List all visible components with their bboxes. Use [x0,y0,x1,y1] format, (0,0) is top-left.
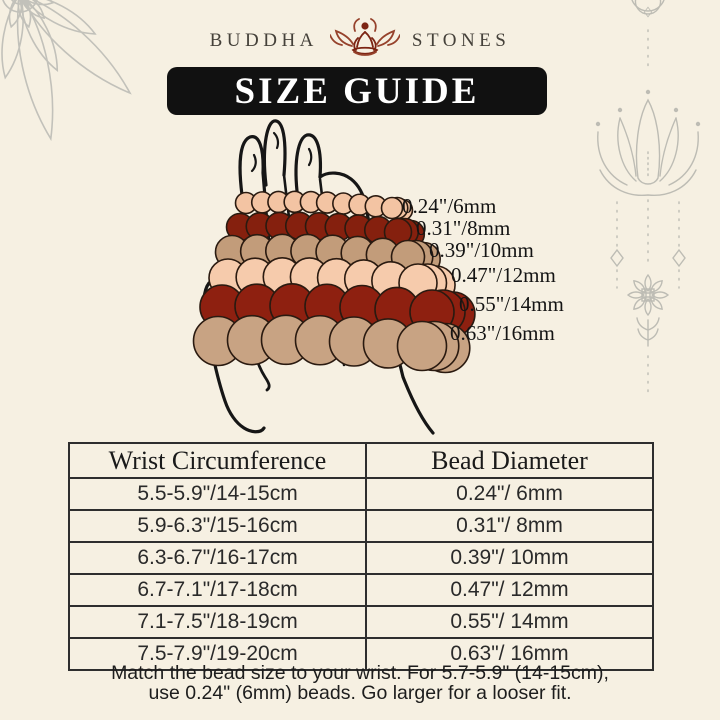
bead-cell: 0.63"/ 16mm [366,638,653,670]
bead-size-label: 0.47"/12mm [451,263,556,287]
wrist-cell: 7.1-7.5"/18-19cm [69,606,366,638]
bead-size-label: 0.55"/14mm [459,292,564,316]
banner-title: SIZE GUIDE [234,70,480,112]
brand-word-left: BUDDHA [209,30,318,51]
bead-cell: 0.47"/ 12mm [366,574,653,606]
bead-size-label: 0.31"/8mm [416,216,511,240]
bead-size-label: 0.24"/6mm [402,194,497,218]
fit-note-line1: Match the bead size to your wrist. For 5.7-5.9" (14-15cm), [111,662,609,684]
bead-cell: 0.31"/ 8mm [366,510,653,542]
size-guide-banner [167,67,547,115]
bead-cell: 0.55"/ 14mm [366,606,653,638]
table-row [69,606,653,638]
bead-size-label: 0.63"/16mm [450,321,555,345]
size-table [68,442,654,671]
table-row [69,478,653,510]
column-header-bead: Bead Diameter [366,443,653,478]
table-row [69,574,653,606]
hand-with-bracelets-illustration [170,115,480,455]
bead-size-label: 0.39"/10mm [429,238,534,262]
wrist-cell: 7.5-7.9"/19-20cm [69,638,366,670]
brand-header [0,16,720,66]
bead-cell: 0.24"/ 6mm [366,478,653,510]
bracelet-row-16mm [194,315,470,372]
table-row [69,542,653,574]
bead-cell: 0.39"/ 10mm [366,542,653,574]
wrist-cell: 5.9-6.3"/15-16cm [69,510,366,542]
fit-note-line2: use 0.24" (6mm) beads. Go larger for a looser fit. [148,682,572,704]
column-header-wrist: Wrist Circumference [69,443,366,478]
lotus-meditation-icon [330,18,400,64]
table-header-row [69,443,653,478]
fit-note [0,663,720,703]
wrist-cell: 6.7-7.1"/17-18cm [69,574,366,606]
wrist-cell: 6.3-6.7"/16-17cm [69,542,366,574]
wrist-cell: 5.5-5.9"/14-15cm [69,478,366,510]
brand-word-right: STONES [411,30,511,51]
table-row [69,510,653,542]
